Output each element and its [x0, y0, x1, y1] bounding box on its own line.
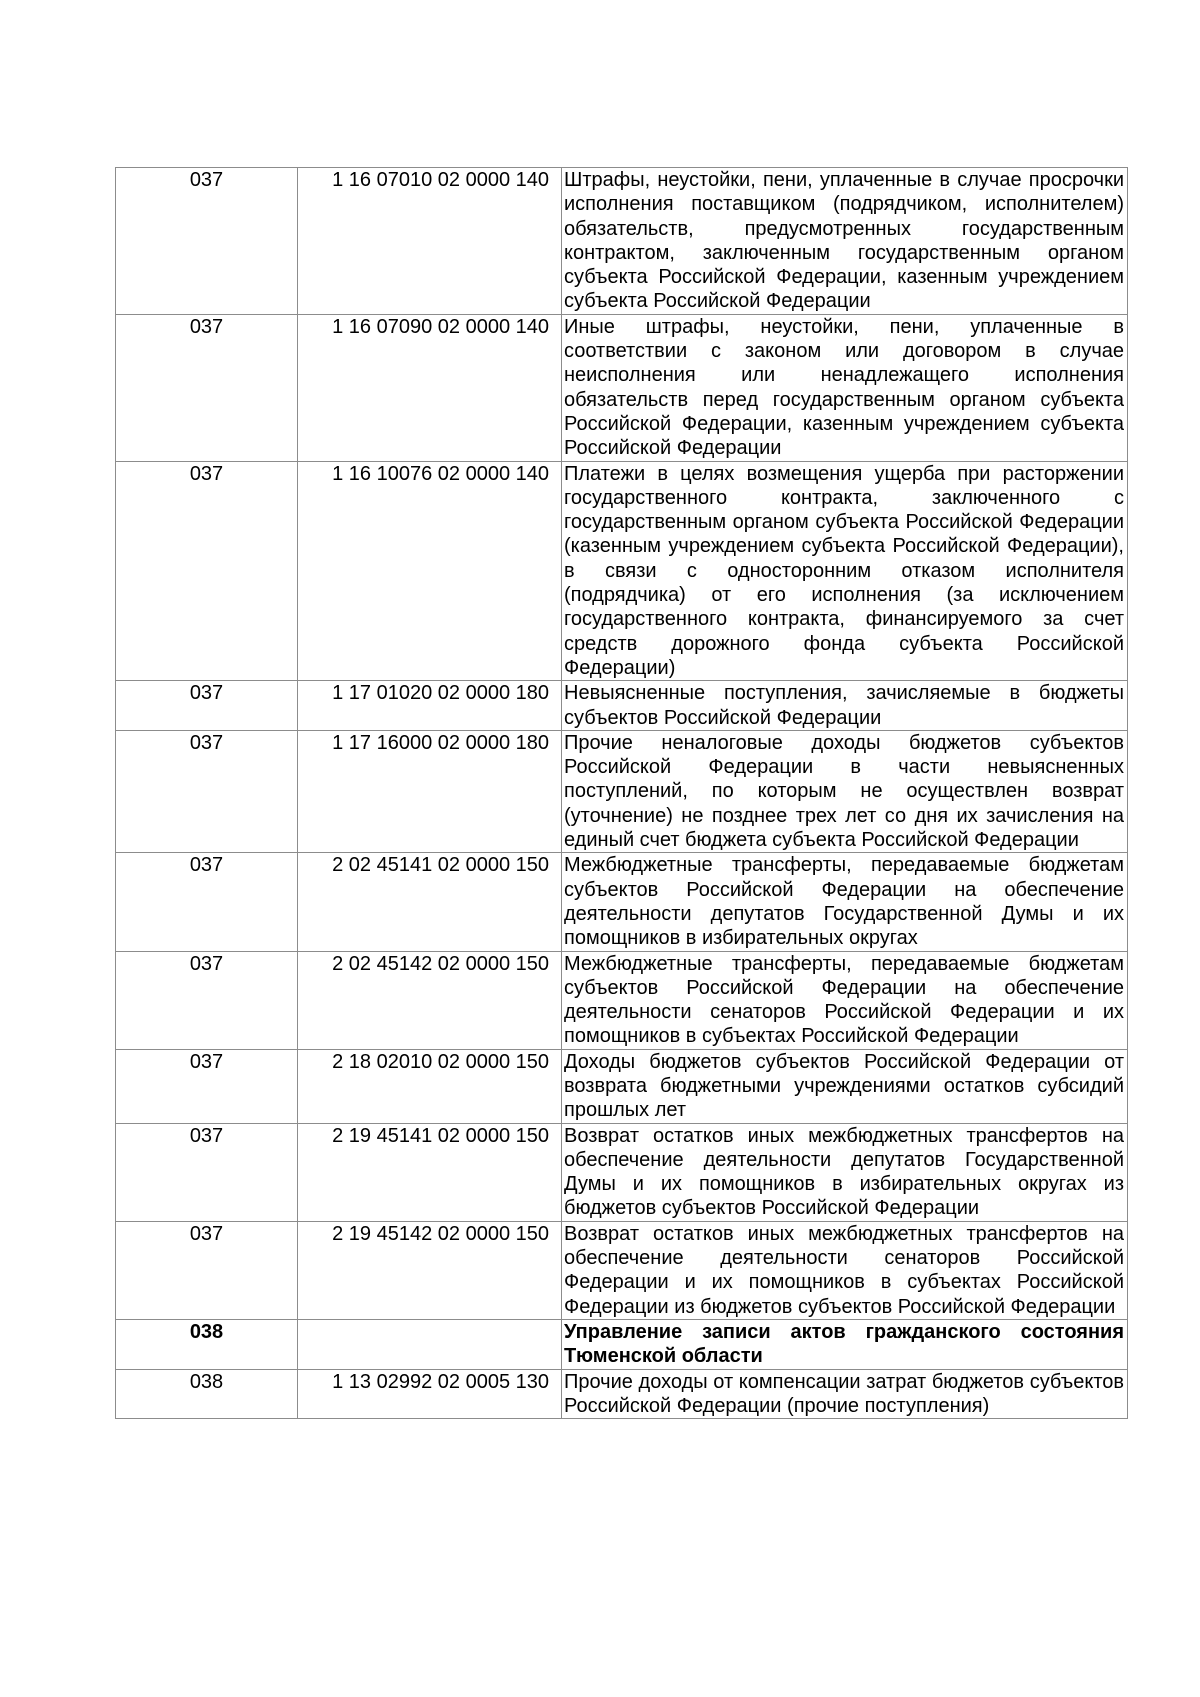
- revenue-code-cell: 2 19 45141 02 0000 150: [298, 1123, 562, 1221]
- admin-code-cell: 037: [116, 461, 298, 681]
- admin-code-cell: 038: [116, 1369, 298, 1419]
- revenue-name-cell: Возврат остатков иных межбюджетных трансфертов на обеспечение деятельности сенаторов Российской Федерации и их помощников в субъектах Российской Федерации из бюджетов субъектов Российской Федерации: [562, 1221, 1128, 1319]
- revenue-name-cell: Прочие неналоговые доходы бюджетов субъектов Российской Федерации в части невыясненных поступлений, по которым не осуществлен возврат (уточнение) не позднее трех лет со дня их зачисления на единый счет бюджета субъекта Российской Федерации: [562, 730, 1128, 852]
- revenue-code-cell: 2 18 02010 02 0000 150: [298, 1049, 562, 1123]
- revenue-code-cell: 1 16 10076 02 0000 140: [298, 461, 562, 681]
- revenue-name-cell: Возврат остатков иных межбюджетных трансфертов на обеспечение деятельности депутатов Государственной Думы и их помощников в избирательных округах из бюджетов субъектов Российской Федерации: [562, 1123, 1128, 1221]
- admin-code-cell: 037: [116, 168, 298, 315]
- revenue-name-cell: Доходы бюджетов субъектов Российской Федерации от возврата бюджетными учреждениями остатков субсидий прошлых лет: [562, 1049, 1128, 1123]
- revenue-code-cell: [298, 1319, 562, 1369]
- admin-code-cell: 037: [116, 1221, 298, 1319]
- revenue-code-cell: 1 17 16000 02 0000 180: [298, 730, 562, 852]
- table-row: [116, 314, 1128, 461]
- revenue-code-cell: 2 02 45142 02 0000 150: [298, 951, 562, 1049]
- table-row: [116, 730, 1128, 852]
- revenue-name-cell: Иные штрафы, неустойки, пени, уплаченные в соответствии с законом или договором в случае неисполнения или ненадлежащего исполнения обязательств перед государственным органом субъекта Российской Федерации, казенным учреждением субъекта Российской Федерации: [562, 314, 1128, 461]
- revenue-code-cell: 1 13 02992 02 0005 130: [298, 1369, 562, 1419]
- revenue-name-cell: Межбюджетные трансферты, передаваемые бюджетам субъектов Российской Федерации на обеспечение деятельности депутатов Государственной Думы и их помощников в избирательных округах: [562, 853, 1128, 951]
- admin-code-cell: 037: [116, 1123, 298, 1221]
- table-row: [116, 1123, 1128, 1221]
- table-row: [116, 681, 1128, 731]
- revenue-codes-table: [115, 167, 1128, 1419]
- admin-code-cell: 037: [116, 853, 298, 951]
- revenue-code-cell: 1 17 01020 02 0000 180: [298, 681, 562, 731]
- revenue-code-cell: 2 19 45142 02 0000 150: [298, 1221, 562, 1319]
- group-header-row: [116, 1319, 1128, 1369]
- revenue-name-cell: Штрафы, неустойки, пени, уплаченные в случае просрочки исполнения поставщиком (подрядчиком, исполнителем) обязательств, предусмотренных государственным контрактом, заключенным государственным органом субъекта Российской Федерации, казенным учреждением субъекта Российской Федерации: [562, 168, 1128, 315]
- table-row: [116, 168, 1128, 315]
- revenue-name-cell: Межбюджетные трансферты, передаваемые бюджетам субъектов Российской Федерации на обеспечение деятельности сенаторов Российской Федерации и их помощников в субъектах Российской Федерации: [562, 951, 1128, 1049]
- admin-code-cell: 037: [116, 951, 298, 1049]
- revenue-code-cell: 2 02 45141 02 0000 150: [298, 853, 562, 951]
- admin-code-cell: 037: [116, 314, 298, 461]
- table-row: [116, 853, 1128, 951]
- admin-code-cell: 038: [116, 1319, 298, 1369]
- admin-code-cell: 037: [116, 730, 298, 852]
- admin-code-cell: 037: [116, 1049, 298, 1123]
- table-row: [116, 1369, 1128, 1419]
- table-row: [116, 1049, 1128, 1123]
- revenue-code-cell: 1 16 07090 02 0000 140: [298, 314, 562, 461]
- revenue-name-cell: Невыясненные поступления, зачисляемые в бюджеты субъектов Российской Федерации: [562, 681, 1128, 731]
- table-row: [116, 1221, 1128, 1319]
- table-row: [116, 951, 1128, 1049]
- revenue-code-cell: 1 16 07010 02 0000 140: [298, 168, 562, 315]
- revenue-name-cell: Прочие доходы от компенсации затрат бюджетов субъектов Российской Федерации (прочие поступления): [562, 1369, 1128, 1419]
- revenue-name-cell: Платежи в целях возмещения ущерба при расторжении государственного контракта, заключенного с государственным органом субъекта Российской Федерации (казенным учреждением субъекта Российской Федерации), в связи с односторонним отказом исполнителя (подрядчика) от его исполнения (за исключением государственного контракта, финансируемого за счет средств дорожного фонда субъекта Российской Федерации): [562, 461, 1128, 681]
- table-row: [116, 461, 1128, 681]
- admin-code-cell: 037: [116, 681, 298, 731]
- document-page: [115, 167, 1128, 1419]
- administrator-name-cell: Управление записи актов гражданского состояния Тюменской области: [562, 1319, 1128, 1369]
